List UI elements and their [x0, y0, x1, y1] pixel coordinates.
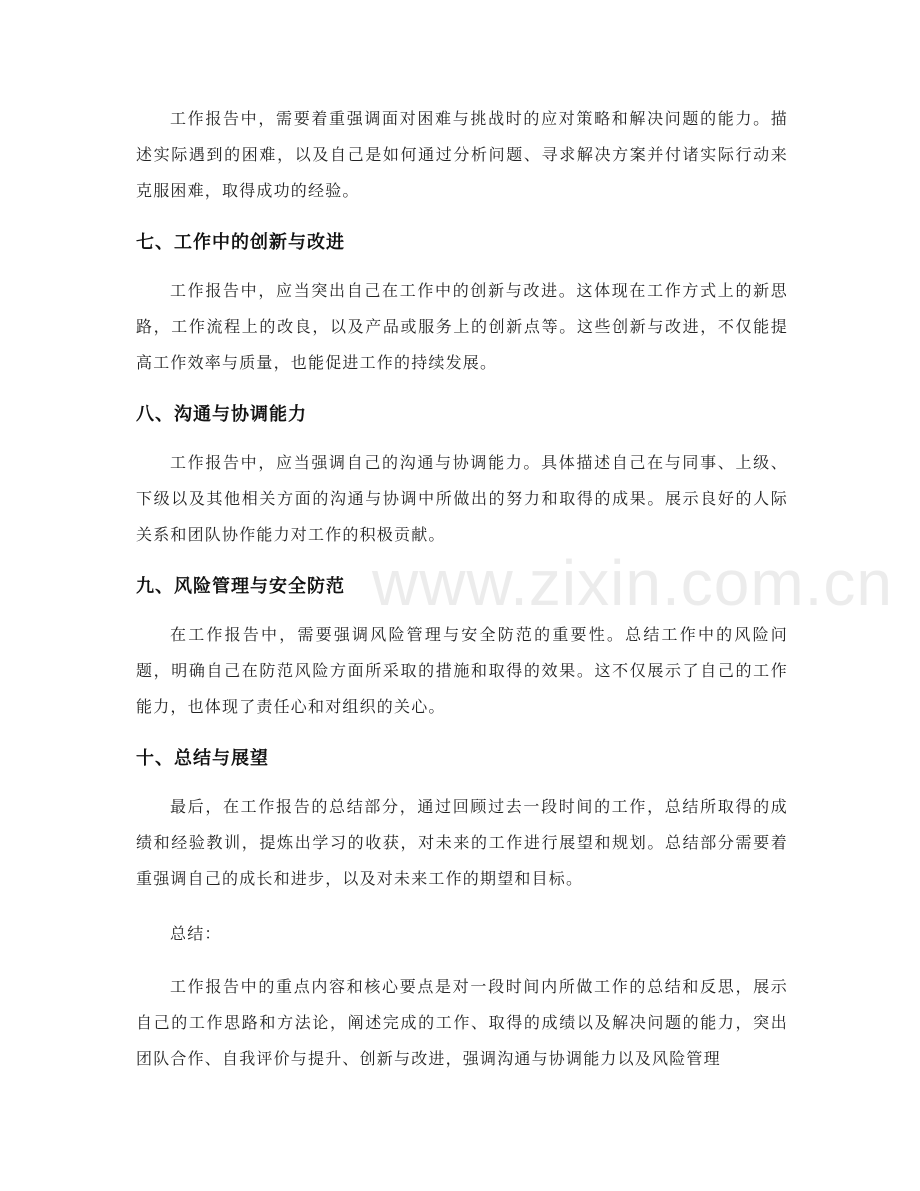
paragraph-innovation: 工作报告中，应当突出自己在工作中的创新与改进。这体现在工作方式上的新思路，工作流程上的改良，以及产品或服务上的创新点等。这些创新与改进，不仅能提高工作效率与质量，也能促进工作的持续发展。 [136, 281, 788, 372]
paragraph-communication: 工作报告中，应当强调自己的沟通与协调能力。具体描述自己在与同事、上级、下级以及其他相关方面的沟通与协调中所做出的努力和取得的成果。展示良好的人际关系和团队协作能力对工作的积极贡献。 [136, 453, 788, 544]
paragraph-summary-outlook: 最后，在工作报告的总结部分，通过回顾过去一段时间的工作，总结所取得的成绩和经验教训，提炼出学习的收获，对未来的工作进行展望和规划。总结部分需要着重强调自己的成长和进步，以及对未来工作的期望和目标。 [136, 797, 788, 888]
section-heading-communication: 八、沟通与协调能力 [136, 404, 307, 425]
paragraph-risk-management: 在工作报告中，需要强调风险管理与安全防范的重要性。总结工作中的风险问题，明确自己在防范风险方面所采取的措施和取得的效果。这不仅展示了自己的工作能力，也体现了责任心和对组织的关心。 [136, 625, 788, 716]
paragraph-problem-solving: 工作报告中，需要着重强调面对困难与挑战时的应对策略和解决问题的能力。描述实际遇到的困难，以及自己是如何通过分析问题、寻求解决方案并付诸实际行动来克服困难，取得成功的经验。 [136, 109, 788, 200]
watermark-text: www.zixin.com.cn [372, 547, 893, 619]
section-heading-risk-management: 九、风险管理与安全防范 [136, 576, 345, 597]
paragraph-summary-label: 总结： [170, 924, 222, 943]
paragraph-conclusion: 工作报告中的重点内容和核心要点是对一段时间内所做工作的总结和反思，展示自己的工作思路和方法论，阐述完成的工作、取得的成绩以及解决问题的能力，突出团队合作、自我评价与提升、创新与改进，强调沟通与协调能力以及风险管理 [136, 977, 788, 1068]
section-heading-innovation: 七、工作中的创新与改进 [136, 232, 345, 253]
section-heading-summary-outlook: 十、总结与展望 [136, 748, 269, 769]
